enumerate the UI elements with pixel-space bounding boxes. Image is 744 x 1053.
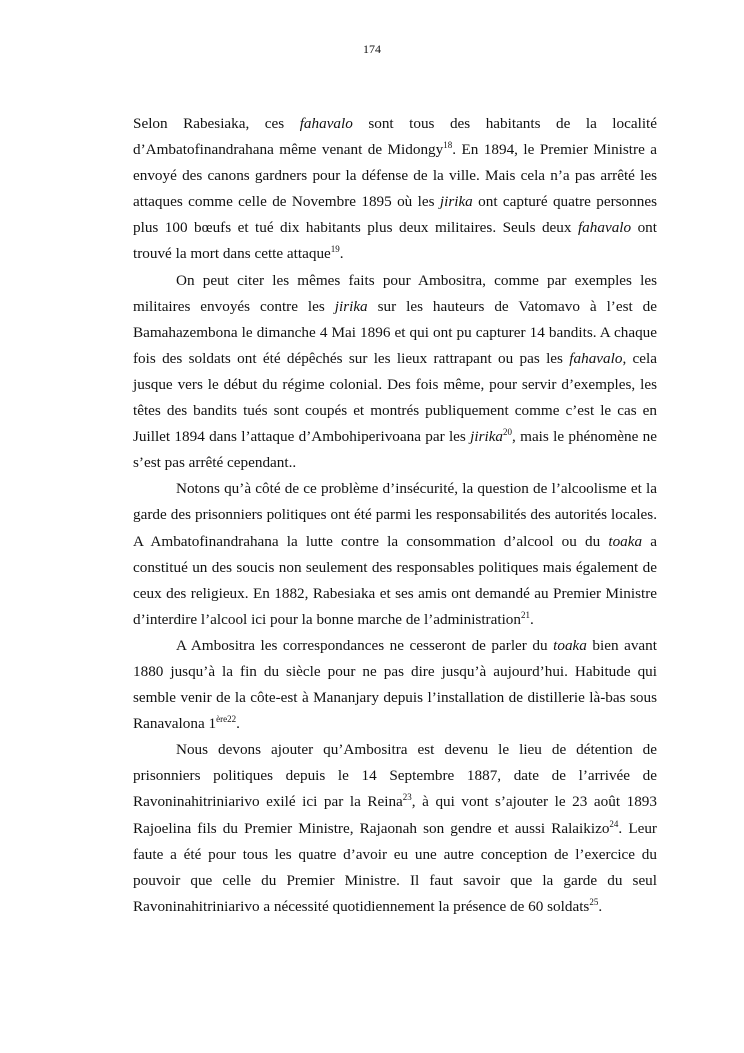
italic-term: fahavalo <box>299 115 353 132</box>
text-run: Notons qu’à côté de ce problème d’insécurité, la question de l’alcoolisme et la garde des prisonniers politiques ont été parmi les responsabilités des autorités locales. A Ambatofinandrahana la lutte contre la consommation d’alcool ou du <box>133 480 657 550</box>
italic-term: fahavalo <box>577 219 632 237</box>
text-run: sont tous des habitants de la localité d’Ambatofinandrahana même venant de Midongy <box>133 115 658 159</box>
text-run: , cela jusque vers le début du régime colonial. Des fois même, pour servir d’exemples, les têtes des bandits tués sont coupés et montrés publiquement comme c’est le cas en Juillet 1894 dans l’attaque d’Ambohiperivoana par les <box>133 349 657 446</box>
text-run: a constitué un des soucis non seulement des responsables politiques mais également de ceux des religieux. En 1882, Rabesiaka et ses amis ont demandé au Premier Ministre d’interdire l’alcool ici pour la bonne marche de l’administration <box>133 532 657 628</box>
italic-term: toaka <box>553 636 587 654</box>
footnote-ref: 24 <box>609 818 619 829</box>
italic-term: jirika <box>334 297 368 315</box>
paragraph <box>133 111 657 268</box>
text-run: , à qui vont s’ajouter le 23 août 1893 Rajoelina fils du Premier Ministre, Rajaonah son gendre et aussi Ralaikizo <box>133 793 657 837</box>
footnote-ref: 18 <box>443 140 453 151</box>
footnote-ref: 19 <box>330 244 340 255</box>
footnote-ref: 23 <box>402 792 412 803</box>
text-run: . <box>530 610 534 628</box>
text-run: sur les hauteurs de Vatomavo à l’est de Bamahazembona le dimanche 4 Mai 1896 et qui ont pu capturer 14 bandits. A chaque fois des soldats ont été dépêchés sur les lieux rattrapant ou pas les <box>133 297 657 367</box>
text-run: . <box>339 245 344 263</box>
paragraph <box>133 737 657 920</box>
italic-term: jirika <box>439 193 473 211</box>
text-run: bien avant 1880 jusqu’à la fin du siècle pour ne pas dire jusqu’à aujourd’hui. Habitude qui semble venir de la côte-est à Mananjary depuis l’installation de distillerie là-bas sous Ranavalona 1 <box>133 636 657 733</box>
text-run: . <box>598 897 603 915</box>
italic-term: jirika <box>470 428 504 446</box>
text-run: ont trouvé la mort dans cette attaque <box>133 219 657 263</box>
text-run: Nous devons ajouter qu’Ambositra est devenu le lieu de détention de prisonniers politiques depuis le 14 Septembre 1887, date de l’arrivée de Ravoninahitriniarivo exilé ici par la Reina <box>133 741 657 811</box>
paragraph <box>133 633 657 737</box>
body-text <box>133 111 657 920</box>
page-number: 174 <box>363 42 381 56</box>
italic-term: fahavalo <box>569 349 623 367</box>
text-run: . En 1894, le Premier Ministre a envoyé des canons gardners pour la défense de la ville. Mais cela n’a pas arrêté les attaques comme celle de Novembre 1895 où les <box>133 141 657 211</box>
text-run: , mais le phénomène ne s’est pas arrêté cependant.. <box>133 428 657 472</box>
text-run: . Leur faute a été pour tous les quatre d’avoir eu une autre conception de l’exercice du pouvoir que celle du Premier Ministre. Il faut savoir que la garde du seul Ravoninahitriniarivo a nécessité quotidiennement la présence de 60 soldats <box>133 819 657 915</box>
footnote-ref: 25 <box>589 896 599 907</box>
footnote-ref: 20 <box>503 427 513 438</box>
paragraph <box>133 268 657 477</box>
footnote-ref: 21 <box>521 609 530 620</box>
text-run: On peut citer les mêmes faits pour Ambositra, comme par exemples les militaires envoyés contre les <box>133 271 657 315</box>
text-run: A Ambositra les correspondances ne cesseront de parler du <box>176 636 554 654</box>
italic-term: toaka <box>608 532 643 550</box>
text-run: Selon Rabesiaka, ces <box>133 115 300 132</box>
text-run: . <box>236 715 240 733</box>
text-run: ont capturé quatre personnes plus 100 bœufs et tué dix habitants plus deux militaires. Seuls deux <box>133 193 657 237</box>
footnote-ref: ère22 <box>216 714 237 725</box>
paragraph <box>133 476 657 633</box>
